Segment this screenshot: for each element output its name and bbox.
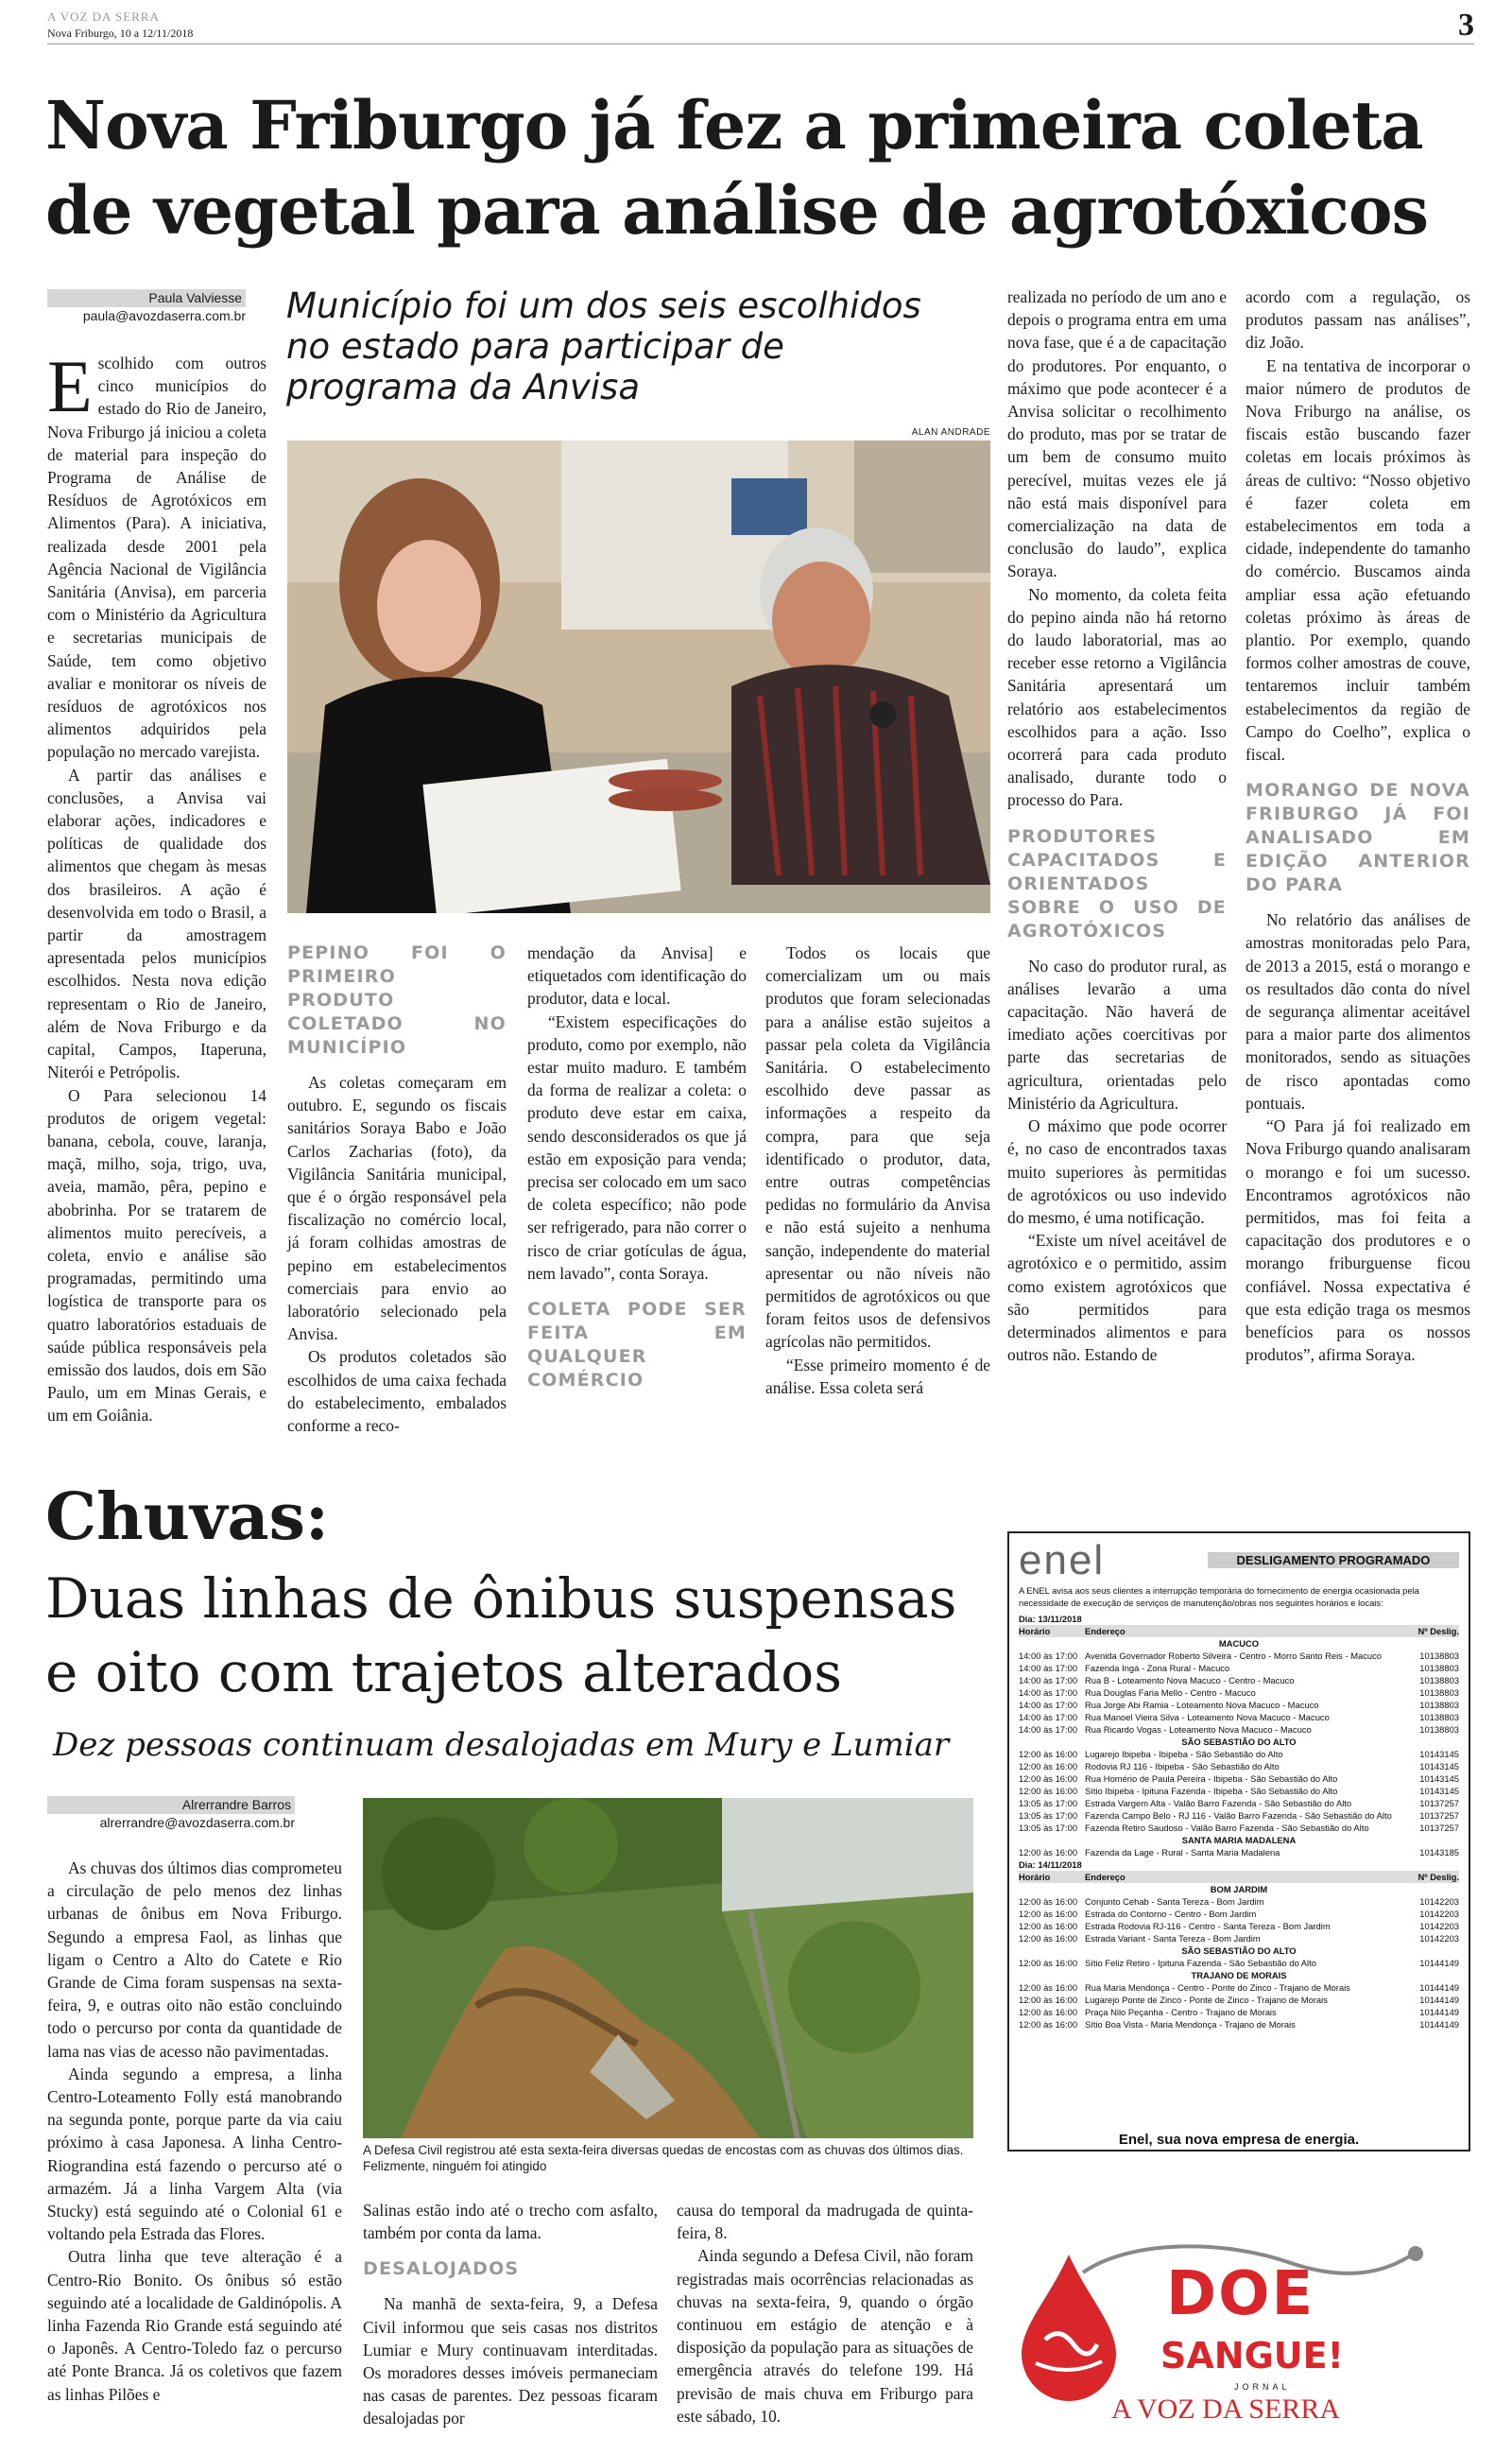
schedule-cell: 10143145 [1419, 1786, 1459, 1796]
schedule-cell: 14:00 às 17:00 [1019, 1712, 1078, 1722]
schedule-cell: 10142203 [1419, 1896, 1459, 1907]
schedule-cell: Rua Douglas Faria Mello - Centro - Macuco [1085, 1687, 1256, 1698]
enel-schedule [1019, 1613, 1459, 2031]
schedule-cell: 12:00 às 16:00 [1019, 1921, 1078, 1931]
schedule-date: Dia: 13/11/2018 [1019, 1614, 1082, 1624]
schedule-cell: 12:00 às 16:00 [1019, 2019, 1078, 2030]
schedule-cell: 12:00 às 16:00 [1019, 1995, 1078, 2005]
schedule-row [1019, 1699, 1459, 1711]
schedule-cell: 10144149 [1419, 1995, 1459, 2005]
paragraph: acordo com a regulação, os produtos passam nas análises”, diz João. [1246, 287, 1470, 353]
photo-fiscais-image [287, 441, 990, 913]
schedule-cell: 12:00 às 16:00 [1019, 1909, 1078, 1919]
schedule-cell: 13:05 às 17:00 [1019, 1823, 1078, 1833]
paragraph: “O Para já foi realizado em Nova Friburgo quando analisaram o morango e foi um sucesso. Encontramos agrotóxicos não permitidos, mas foi feita a capacitação dos produtores e o morango friburguense ficou confiável. Nossa expectativa é que esta edição traga os mesmos benefícios para os nossos produtos”, afirma Soraya. [1246, 1116, 1470, 1365]
schedule-cell: Estrada Vargem Alta - Valão Barro Fazenda - São Sebastião do Alto [1085, 1798, 1352, 1808]
subhead: PEPINO FOI O PRIMEIRO PRODUTO COLETADO NO MUNICÍPIO [287, 942, 507, 1058]
drop-cap: E [47, 345, 93, 427]
author-email[interactable]: alrerrandre@avozdaserra.com.br [99, 1815, 295, 1830]
headline-line: e oito com trajetos alterados [45, 1640, 842, 1704]
schedule-cell: 10138803 [1419, 1700, 1459, 1710]
header-rule [47, 43, 1474, 44]
schedule-cell: Estrada Rodovia RJ-116 - Centro - Santa Tereza - Bom Jardim [1085, 1921, 1331, 1931]
schedule-row [1019, 1760, 1459, 1772]
schedule-row [1019, 1920, 1459, 1932]
schedule-cell: 10144149 [1419, 1982, 1459, 1993]
enel-logo: enel [1019, 1536, 1106, 1583]
schedule-row [1019, 1908, 1459, 1920]
schedule-cell: Lugarejo Ibipeba - Ibipeba - São Sebastião do Alto [1085, 1749, 1283, 1759]
schedule-cell: Sítio Ibipeba - Ipituna Fazenda - Ibipeba - São Sebastião do Alto [1085, 1786, 1338, 1796]
schedule-cell: 10144149 [1419, 2007, 1459, 2017]
schedule-cell: 12:00 às 16:00 [1019, 1847, 1078, 1858]
schedule-cell: Rua Manoel Vieira Silva - Loteamento Nova Macuco - Macuco [1085, 1712, 1330, 1722]
schedule-cell: 12:00 às 16:00 [1019, 1786, 1078, 1796]
schedule-cell: 10138803 [1419, 1650, 1459, 1661]
schedule-row [1019, 2006, 1459, 2018]
schedule-header [1019, 1871, 1459, 1883]
schedule-cell: Avenida Governador Roberto Silveira - Centro - Morro Santo Reis - Macuco [1085, 1650, 1383, 1661]
schedule-cell: Rua Homério de Paula Pereira - Ibipeba - São Sebastião do Alto [1085, 1773, 1338, 1784]
paragraph: “Existe um nível aceitável de agrotóxico e o permitido, assim como existem agrotóxicos que são permitidos para determinados alimentos e para outros não. Estando de [1007, 1231, 1227, 1365]
subhead: PRODUTORES CAPACITADOS E ORIENTADOS SOBRE O USO DE AGROTÓXICOS [1007, 825, 1227, 942]
schedule-row [1019, 1809, 1459, 1822]
schedule-cell: Estrada do Contorno - Centro - Bom Jardim [1085, 1909, 1257, 1919]
schedule-cell: Fazenda Ingá - Zona Rural - Macuco [1085, 1663, 1230, 1673]
schedule-location: SÃO SEBASTIÃO DO ALTO [1181, 1737, 1297, 1747]
schedule-cell: Conjunto Cehab - Santa Tereza - Bom Jardim [1085, 1896, 1264, 1907]
schedule-cell: Rua Ricardo Vogas - Loteamento Nova Macuco - Macuco [1085, 1724, 1312, 1735]
enel-ad [1007, 1531, 1470, 2152]
schedule-row [1019, 1711, 1459, 1723]
schedule-row [1019, 1981, 1459, 1994]
paragraph: E na tentativa de incorporar o maior número de produtos de Nova Friburgo na análise, os fiscais estão buscando fazer coletas em locais próximos às áreas de cultivo: “Nosso objetivo é fazer coleta em estabelecimentos em toda a cidade, independente do tamanho do comércio. Buscamos ainda ampliar essa ação efetuando coletas próximo às áreas de plantio. Por exemplo, quando formos colher amostras de couve, tentaremos incluir também estabelecimentos da região de Campo do Coelho”, explica o fiscal. [1246, 355, 1470, 765]
paragraph: Ainda segundo a Defesa Civil, não foram registradas mais ocorrências relacionadas as chuvas na sexta-feira, 9, quando o órgão continuou em estágio de atenção e à disposição da população para as situações de emergência através do telefone 199. Há previsão de mais chuva em Friburgo para este sábado, 10. [677, 2246, 973, 2426]
paragraph: realizada no período de um ano e depois o programa entra em uma nova fase, que é a de capacitação do produtores. Por enquanto, o máximo que pode acontecer é a Anvisa solicitar o recolhimento do produto, mas por se tratar de um bem de consumo muito perecível, muitas vezes ele já não está mais disponível para comercialização na data de conclusão do laudo”, explica Soraya. [1007, 287, 1227, 581]
schedule-cell: 14:00 às 17:00 [1019, 1724, 1078, 1735]
story2-headline [45, 1562, 956, 1709]
schedule-cell: Fazenda Campo Belo - RJ 116 - Valão Barro Fazenda - São Sebastião do Alto [1085, 1810, 1392, 1821]
story1-column-4 [765, 942, 990, 1399]
schedule-row [1019, 1674, 1459, 1686]
headline-line: Duas linhas de ônibus suspensas [45, 1566, 957, 1631]
schedule-cell: Sítio Feliz Retiro - Ipituna Fazenda - São Sebastião do Alto [1085, 1958, 1316, 1968]
schedule-row [1019, 1723, 1459, 1736]
paragraph: No momento, da coleta feita do pepino ainda não há retorno do laudo laboratorial, mas ao receber esse retorno a Vigilância Sanitária apresentará um relatório aos estabelecimentos escolhidos para a ação. Isso ocorrerá para cada produto analisado, durante todo o processo do Para. [1007, 584, 1227, 810]
enel-intro: A ENEL avisa aos seus clientes a interrupção temporária do fornecimento de energia ocasionada pela necessidade de execução de serviços de manutenção/obras nos seguintes horários e locais: [1019, 1585, 1419, 1608]
schedule-cell: Estrada Variant - Santa Tereza - Bom Jardim [1085, 1933, 1261, 1944]
paragraph: mendação da Anvisa] e etiquetados com identificação do produtor, data e local. [527, 943, 747, 1009]
schedule-cell: 10143185 [1419, 1847, 1459, 1858]
story2-column-2 [363, 2199, 658, 2430]
paragraph: scolhido com outros cinco municípios do estado do Rio de Janeiro, Nova Friburgo já iniciou a coleta de material para inspeção do Programa de Análise de Resíduos de Agrotóxicos em Alimentos (Para). A iniciativa, realizada desde 2001 pela Agência Nacional de Vigilância Sanitária (Anvisa), em parceria com o Ministério da Agricultura e secretarias municipais de Saúde, tem como objetivo avaliar e monitorar os níveis de resíduos de agrotóxicos nos alimentos adquiridos pela população no mercado varejista. [47, 354, 266, 762]
author-email[interactable]: paula@avozdaserra.com.br [82, 308, 246, 323]
schedule-cell: 12:00 às 16:00 [1019, 1749, 1078, 1759]
schedule-row [1019, 1748, 1459, 1760]
schedule-row [1019, 1846, 1459, 1858]
paragraph: No relatório das análises de amostras monitoradas pelo Para, de 2013 a 2015, está o morango e os resultados dão conta do nível de segurança alimentar aceitável para a maior parte dos alimentos monitorados, sendo as situações de risco apontadas como pontuais. [1246, 910, 1470, 1113]
story2-kicker: Chuvas: [45, 1479, 329, 1555]
schedule-cell: Rua Maria Mendonça - Centro - Ponte do Zinco - Trajano de Morais [1085, 1982, 1350, 1993]
paragraph: Todos os locais que comercializam um ou mais produtos que foram selecionadas para a análise estão sujeitos a passar pela coleta da Vigilância Sanitária. O estabelecimento escolhido deve passar as informações a respeito da compra, para que seja identificado o produtor, data, entre outras competências pedidas no formulário da Anvisa e não está sujeito a nenhuma sanção, independente do material apresentar ou não níveis não permitidos de agrotóxicos ou que foram feitos usos de defensivos agrícolas não permitidos. [765, 943, 990, 1352]
schedule-row [1019, 1932, 1459, 1944]
schedule-cell: 10137257 [1419, 1810, 1459, 1821]
photo-credit: ALAN ANDRADE [911, 427, 990, 438]
schedule-header [1019, 1625, 1459, 1637]
paragraph: O Para selecionou 14 produtos de origem vegetal: banana, cebola, couve, laranja, maçã, milho, soja, trigo, uva, aveia, mamão, pêra, pepino e abobrinha. Por se tratarem de alimentos muito perecíveis, a coleta, envio e análise são programadas, permitindo uma logística de transporte para os quatro laboratórios estaduais de saúde pública responsáveis pela emissão dos laudos, dois em São Paulo, um em Minas Gerais, e um em Goiânia. [47, 1085, 266, 1426]
schedule-cell: 10142203 [1419, 1933, 1459, 1944]
subhead: COLETA PODE SER FEITA EM QUALQUER COMÉRCIO [527, 1299, 747, 1391]
schedule-row [1019, 1686, 1459, 1699]
blood-ad-jornal: JORNAL [1234, 2382, 1291, 2392]
subhead: DESALOJADOS [363, 2258, 520, 2280]
schedule-cell: 10144149 [1419, 1958, 1459, 1968]
schedule-row [1019, 1662, 1459, 1674]
schedule-cell: 10138803 [1419, 1712, 1459, 1722]
blood-ad-brand: A VOZ DA SERRA [1111, 2394, 1340, 2425]
subhead: MORANGO DE NOVA FRIBURGO JÁ FOI ANALISADO EM EDIÇÃO ANTERIOR DO PARA [1246, 780, 1470, 896]
schedule-header-cell: Endereço [1085, 1626, 1125, 1636]
story2-deck: Dez pessoas continuam desalojadas em Mury e Lumiar [53, 1726, 950, 1764]
schedule-cell: 10142203 [1419, 1909, 1459, 1919]
schedule-cell: 10137257 [1419, 1823, 1459, 1833]
schedule-cell: 12:00 às 16:00 [1019, 1958, 1078, 1968]
schedule-cell: 10137257 [1419, 1798, 1459, 1808]
schedule-location: SANTA MARIA MADALENA [1181, 1835, 1297, 1845]
story1-column-2 [287, 936, 507, 1437]
schedule-cell: 14:00 às 17:00 [1019, 1650, 1078, 1661]
paragraph: Salinas estão indo até o trecho com asfalto, também por conta da lama. [363, 2201, 658, 2243]
schedule-cell: 10143145 [1419, 1761, 1459, 1771]
schedule-cell: 10138803 [1419, 1663, 1459, 1673]
schedule-cell: 12:00 às 16:00 [1019, 1761, 1078, 1771]
schedule-row [1019, 2018, 1459, 2031]
schedule-row [1019, 1785, 1459, 1797]
schedule-cell: Rua Jorge Abi Ramia - Loteamento Nova Macuco - Macuco [1085, 1700, 1319, 1710]
schedule-cell: 10142203 [1419, 1921, 1459, 1931]
paragraph: As coletas começaram em outubro. E, segundo os fiscais sanitários Soraya Babo e João Carlos Zacharias (foto), da Vigilância Sanitária municipal, que é o órgão responsável pela fiscalização no comércio local, já foram colhidas amostras de pepino em estabelecimentos comerciais para envio ao laboratório selecionado pela Anvisa. [287, 1073, 507, 1344]
schedule-location: SÃO SEBASTIÃO DO ALTO [1181, 1945, 1297, 1956]
schedule-cell: Fazenda da Lage - Rural - Santa Maria Madalena [1085, 1847, 1280, 1858]
schedule-header-cell: Horário [1019, 1626, 1051, 1636]
page-number: 3 [1458, 8, 1474, 43]
story2-byline [47, 1796, 295, 1832]
landslide-image [363, 1798, 973, 2138]
schedule-header-cell: Nº Deslig. [1418, 1872, 1459, 1882]
schedule-date: Dia: 14/11/2018 [1019, 1859, 1082, 1870]
story1-headline [45, 83, 1428, 253]
schedule-cell: 10144149 [1419, 2019, 1459, 2030]
paragraph: “Esse primeiro momento é de análise. Essa coleta será [765, 1355, 990, 1397]
schedule-cell: 14:00 às 17:00 [1019, 1675, 1078, 1685]
paragraph: No caso do produtor rural, as análises levarão a uma capacitação. Não haverá de imediato ações coercitivas por parte das secretarias de agricultura, orientadas pelo Ministério da Agricultura. [1007, 956, 1227, 1113]
schedule-cell: 13:05 às 17:00 [1019, 1798, 1078, 1808]
schedule-location: BOM JARDIM [1210, 1884, 1268, 1894]
headline-line: Nova Friburgo já fez a primeira coleta [45, 86, 1423, 164]
schedule-cell: Rodovia RJ 116 - Ibipeba - São Sebastião do Alto [1085, 1761, 1280, 1771]
story1-deck: Município foi um dos seis escolhidos no estado para participar de programa da Anvisa [286, 285, 921, 407]
schedule-cell: Sítio Boa Vista - Maria Mendonça - Trajano de Morais [1085, 2019, 1296, 2030]
schedule-cell: 13:05 às 17:00 [1019, 1810, 1078, 1821]
story1-column-3 [527, 942, 747, 1404]
paragraph: Ainda segundo a empresa, a linha Centro-Loteamento Folly está manobrando na segunda ponte, porque parte da via caiu próximo à casa Japonesa. A linha Centro-Riograndina está fazendo o percurso até o armazém. Já a linha Vargem Alta (via Stucky) está seguindo até o Colonial 61 e voltando pela Estrada das Flores. [47, 2064, 342, 2244]
enel-footer: Enel, sua nova empresa de energia. [1118, 2132, 1360, 2148]
schedule-location: MACUCO [1218, 1638, 1260, 1649]
schedule-header-cell: Nº Deslig. [1418, 1626, 1459, 1636]
paragraph: A partir das análises e conclusões, a Anvisa vai elaborar ações, indicadores e políticas de qualidade dos alimentos que chegam às mesas dos brasileiros. A ação é desenvolvida em todo o Brasil, a partir da amostragem apresentada pelos municípios escolhidos. Nesta nova edição representam o Rio de Janeiro, além de Nova Friburgo e da capital, Campos, Itaperuna, Niterói e Petrópolis. [47, 765, 266, 1082]
paragraph: “Existem especificações do produto, como por exemplo, não estar muito maduro. E também da forma de realizar a coleta: o produto deve estar em caixa, sendo desconsiderados os que já estão em exposição para venda; precisa ser colocado em um saco de coleta específico; não pode ser refrigerado, para não correr o risco de criar gotículas de água, nem lavado”, conta Soraya. [527, 1011, 747, 1283]
story2-photo [363, 1798, 973, 2138]
story1-column-1 [47, 345, 266, 1427]
headline-line: de vegetal para análise de agrotóxicos [45, 171, 1429, 250]
schedule-cell: Praça Nilo Peçanha - Centro - Trajano de Morais [1085, 2007, 1277, 2017]
schedule-cell: 12:00 às 16:00 [1019, 1773, 1078, 1784]
schedule-cell: Rua B - Loteamento Nova Macuco - Centro - Macuco [1085, 1675, 1295, 1685]
schedule-cell: 12:00 às 16:00 [1019, 1933, 1078, 1944]
schedule-row [1019, 1994, 1459, 2006]
schedule-cell: 14:00 às 17:00 [1019, 1663, 1078, 1673]
schedule-cell: Lugarejo Ponte de Zinco - Ponte de Zinco - Trajano de Morais [1085, 1995, 1328, 2005]
schedule-cell: 12:00 às 16:00 [1019, 1896, 1078, 1907]
schedule-location: TRAJANO DE MORAIS [1191, 1970, 1287, 1980]
paragraph: O máximo que pode ocorrer é, no caso de encontrados taxas muito superiores às permitidas de agrotóxicos ou uso indevido do mesmo, é uma notificação. [1007, 1116, 1227, 1227]
schedule-cell: 10143145 [1419, 1773, 1459, 1784]
schedule-row [1019, 1895, 1459, 1908]
photo-caption: A Defesa Civil registrou até esta sexta-feira diversas quedas de encostas com as chuvas dos últimos dias. Felizmente, ninguém foi atingido [363, 2143, 964, 2173]
author-name: Alrerrandre Barros [47, 1796, 295, 1814]
dateline: Nova Friburgo, 10 a 12/11/2018 [47, 26, 194, 40]
schedule-row [1019, 1650, 1459, 1662]
schedule-row [1019, 1957, 1459, 1969]
schedule-cell: 12:00 às 16:00 [1019, 1982, 1078, 1993]
schedule-row [1019, 1797, 1459, 1809]
schedule-cell: 12:00 às 16:00 [1019, 2007, 1078, 2017]
story2-column-1 [47, 1857, 342, 2406]
schedule-cell: 10143145 [1419, 1749, 1459, 1759]
author-name: Paula Valviesse [47, 289, 246, 307]
paragraph: As chuvas dos últimos dias comprometeu a circulação de pelo menos dez linhas urbanas de ônibus em Nova Friburgo. Segundo a empresa Faol, as linhas que ligam o Centro a Alto do Catete e Rio Grande de Cima foram suspensas na sexta-feira, 9, e outras oito não estão concluindo todo o percurso por conta da quantidade de lama nas vias de acesso não pavimentadas. [47, 1858, 342, 2061]
enel-ad-title: DESLIGAMENTO PROGRAMADO [1208, 1552, 1459, 1568]
story1-column-6 [1246, 285, 1470, 1366]
schedule-row [1019, 1822, 1459, 1834]
story1-byline [47, 289, 246, 325]
schedule-header-cell: Endereço [1085, 1872, 1125, 1882]
schedule-cell: Fazenda Retiro Saudoso - Valão Barro Fazenda - São Sebastião do Alto [1085, 1823, 1369, 1833]
blood-ad-doe: DOE [1166, 2259, 1315, 2329]
paragraph: Os produtos coletados são escolhidos de uma caixa fechada do estabelecimento, embalados conforme a reco- [287, 1347, 507, 1436]
schedule-cell: 10138803 [1419, 1675, 1459, 1685]
schedule-cell: 14:00 às 17:00 [1019, 1700, 1078, 1710]
blood-donation-ad [1007, 2231, 1470, 2439]
schedule-header-cell: Horário [1019, 1872, 1051, 1882]
schedule-cell: 10138803 [1419, 1724, 1459, 1735]
schedule-cell: 10138803 [1419, 1687, 1459, 1698]
schedule-cell: 14:00 às 17:00 [1019, 1687, 1078, 1698]
story2-column-3 [677, 2199, 973, 2428]
paragraph: Outra linha que teve alteração é a Centro-Rio Bonito. Os ônibus só estão seguindo até a localidade de Galdinópolis. A linha Fazenda Rio Grande está seguindo até o Japonês. A Centro-Toledo faz o percurso até Ponte Branca. Já os coletivos que fazem as linhas Pilões e [47, 2247, 342, 2404]
masthead: A VOZ DA SERRA [47, 9, 160, 24]
paragraph: causa do temporal da madrugada de quinta-feira, 8. [677, 2201, 973, 2243]
paragraph: Na manhã de sexta-feira, 9, a Defesa Civil informou que seis casas nos distritos Lumiar e Mury continuavam interditadas. Os moradores desses imóveis permaneciam nas casas de parentes. Dez pessoas ficaram desalojadas por [363, 2294, 658, 2428]
blood-ad-sangue: SANGUE! [1160, 2335, 1344, 2376]
schedule-row [1019, 1772, 1459, 1785]
story1-column-5 [1007, 285, 1227, 1366]
story1-photo [287, 441, 990, 913]
